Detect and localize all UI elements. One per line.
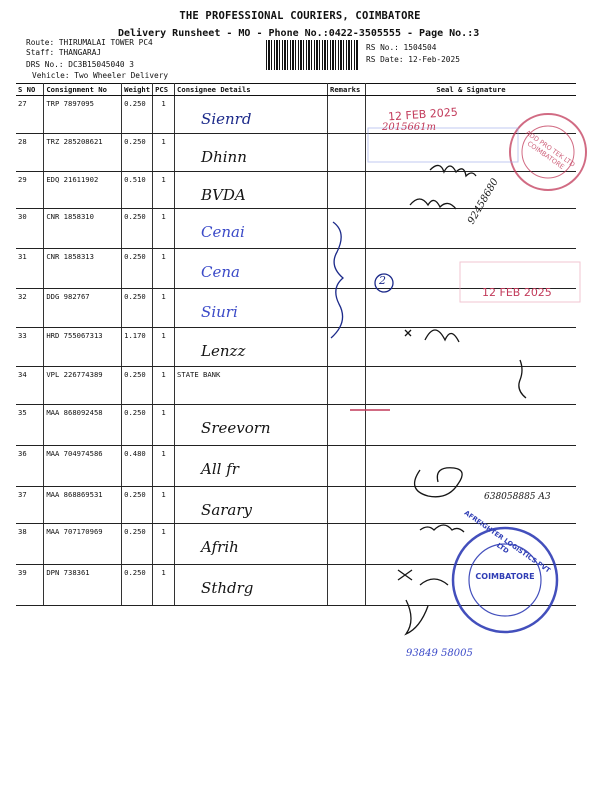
consignment-cell: TRZ 285208621 [44,134,122,172]
consignment-cell: VPL 226774389 [44,367,122,405]
sno-cell: 32 [16,289,44,328]
col-header-sno: S NO [16,84,44,96]
weight-cell: 0.250 [122,249,153,289]
sno-cell: 31 [16,249,44,289]
consignment-cell: EDQ 21611902 [44,172,122,209]
remark-circle-number: 2 [379,274,386,287]
runsheet-subtitle: Delivery Runsheet - MO - Phone No.:0422-3505555 - Page No.:3 [118,28,480,39]
weight-cell: 0.250 [122,96,153,134]
col-header-consignee: Consignee Details [175,84,328,96]
sno-cell: 28 [16,134,44,172]
remarks-brace [331,222,343,338]
rs-date: RS Date: 12-Feb-2025 [366,55,460,64]
handwritten-number-1: 2015661m [382,122,437,133]
pcs-cell: 1 [153,487,175,524]
consignment-cell: TRP 7897095 [44,96,122,134]
sno-cell: 34 [16,367,44,405]
col-header-consignment: Consignment No [44,84,122,96]
document-title: THE PROFESSIONAL COURIERS, COIMBATORE [179,10,421,22]
sno-cell: 38 [16,524,44,565]
handwritten-number-3: 638058885 A3 [484,492,551,502]
pcs-cell: 1 [153,565,175,606]
handwritten-name: Cena [201,263,241,281]
consignment-cell: MAA 868092458 [44,405,122,446]
sno-cell: 37 [16,487,44,524]
consignment-cell: CNR 1858310 [44,209,122,249]
weight-cell: 0.510 [122,172,153,209]
col-header-remarks: Remarks [328,84,366,96]
consignment-cell: MAA 704974586 [44,446,122,487]
pcs-cell: 1 [153,172,175,209]
consignment-cell: DPN 738361 [44,565,122,606]
handwritten-number-2: 92458680 [465,176,501,227]
pcs-cell: 1 [153,524,175,565]
pcs-cell: 1 [153,405,175,446]
pcs-cell: 1 [153,446,175,487]
signature-37 [420,525,464,532]
faint-stamp-box-1 [368,128,518,162]
handwritten-name: Siuri [201,303,238,321]
consignment-cell: MAA 868869531 [44,487,122,524]
date-stamp-1: 12 FEB 2025 [387,105,459,124]
signature-32 [405,330,459,342]
logistics-seal-ring-text: AFREIGHTER LOGISTICS PVT LTD [462,508,552,575]
handwritten-name: Lenzz [201,342,246,360]
sno-cell: 39 [16,565,44,606]
weight-cell: 0.250 [122,289,153,328]
pcs-cell: 1 [153,209,175,249]
weight-cell: 0.250 [122,367,153,405]
handwritten-name: Sienrd [201,110,252,128]
sno-cell: 35 [16,405,44,446]
handwritten-name: Sthdrg [201,579,254,597]
consignment-cell: MAA 707170969 [44,524,122,565]
handwritten-name: Sarary [201,501,253,519]
sno-cell: 33 [16,328,44,367]
consignee-cell: STATE BANK [175,367,328,405]
staff-info: Staff: THANGARAJ [26,48,102,57]
signature-36 [415,468,463,497]
weight-cell: 0.250 [122,565,153,606]
date-stamp-2: 12 FEB 2025 [482,286,552,299]
col-header-pcs: PCS [153,84,175,96]
weight-cell: 1.170 [122,328,153,367]
handwritten-name: Dhinn [201,148,247,166]
sno-cell: 27 [16,96,44,134]
signature-33 [519,360,526,398]
route-info: Route: THIRUMALAI TOWER PC4 [26,38,153,47]
consignment-cell: CNR 1858313 [44,249,122,289]
weight-cell: 0.480 [122,446,153,487]
sno-cell: 29 [16,172,44,209]
weight-cell: 0.250 [122,209,153,249]
signature-29 [410,199,456,209]
drs-number: DRS No.: DC3B15045040 3 [26,60,134,69]
handwritten-name: All fr [201,460,239,478]
vehicle-info: Vehicle: Two Wheeler Delivery [32,71,169,80]
signature-28 [430,165,476,176]
weight-cell: 0.250 [122,134,153,172]
handwritten-name: Sreevorn [201,419,271,437]
handwritten-name: Cenai [201,223,245,241]
col-header-seal: Seal & Signature [366,84,577,96]
col-header-weight: Weight [122,84,153,96]
weight-cell: 0.250 [122,487,153,524]
pcs-cell: 1 [153,249,175,289]
sno-cell: 36 [16,446,44,487]
weight-cell: 0.250 [122,405,153,446]
rs-number: RS No.: 1504504 [366,43,437,52]
consignment-cell: HRD 755067313 [44,328,122,367]
signature-39 [406,600,428,634]
handwritten-name: Afrih [201,538,239,556]
handwritten-name: BVDA [201,186,246,204]
weight-cell: 0.250 [122,524,153,565]
pcs-cell: 1 [153,134,175,172]
consignment-cell: DDG 982767 [44,289,122,328]
logistics-seal-center: COIMBATORE [475,572,535,581]
pcs-cell: 1 [153,367,175,405]
pcs-cell: 1 [153,328,175,367]
sno-cell: 30 [16,209,44,249]
handwritten-number-4: 93849 58005 [406,648,473,659]
company-seal-text: ADD PRO TEK LTD COIMBATORE [524,128,577,171]
pcs-cell: 1 [153,289,175,328]
pcs-cell: 1 [153,96,175,134]
signature-38 [398,570,448,585]
